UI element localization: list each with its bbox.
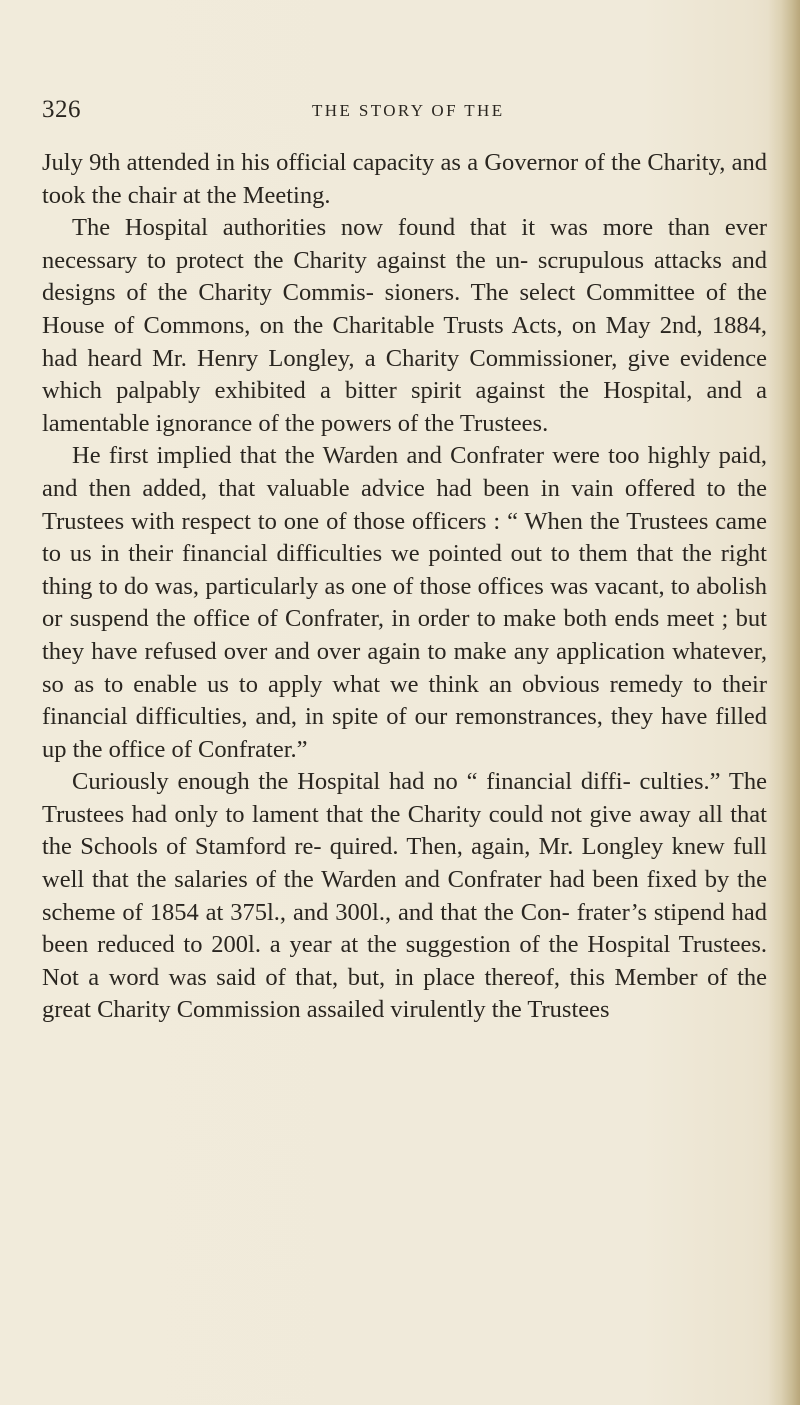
paragraph-1: July 9th attended in his official capacity as a Governor of the Charity, and took the chair at the Meeting.: [42, 149, 767, 209]
page-header: [0, 92, 800, 132]
paragraph-4: Curiously enough the Hospital had no “ financial diffi- culties.” The Trustees had only to lament that the Charity could not give away all that the Schools of Stamford re- quired. Then, again, Mr. Longley knew full well that the salaries of the Warden and Confrater had been fixed by the scheme of 1854 at 375l., and 300l., and that the Con- frater’s stipend had been reduced to 200l. a year at the suggestion of the Hospital Trustees. Not a word was said of that, but, in place thereof, this Member of the great Charity Commission assailed virulently the Trustees: [42, 768, 767, 1024]
page-number: 326: [42, 96, 81, 123]
body-text: [42, 147, 767, 1027]
running-head: THE STORY OF THE: [312, 101, 505, 120]
paragraph-2: The Hospital authorities now found that it was more than ever necessary to protect the Charity against the un- scrupulous attacks and designs of the Charity Commis- sioners. The select Committee of the House of Commons, on the Charitable Trusts Acts, on May 2nd, 1884, had heard Mr. Henry Longley, a Charity Commissioner, give evidence which palpably exhibited a bitter spirit against the Hospital, and a lamentable ignorance of the powers of the Trustees.: [42, 214, 767, 437]
paragraph-3: He first implied that the Warden and Confrater were too highly paid, and then added, that valuable advice had been in vain offered to the Trustees with respect to one of those officers : “ When the Trustees came to us in their financial difficulties we pointed out to them that the right thing to do was, particularly as one of those offices was vacant, to abolish or suspend the office of Confrater, in order to make both ends meet ; but they have refused over and over again to make any application whatever, so as to enable us to apply what we think an obvious remedy to their financial difficulties, and, in spite of our remonstrances, they have filled up the office of Confrater.”: [42, 442, 767, 763]
page-edge-shadow: [768, 0, 800, 1405]
